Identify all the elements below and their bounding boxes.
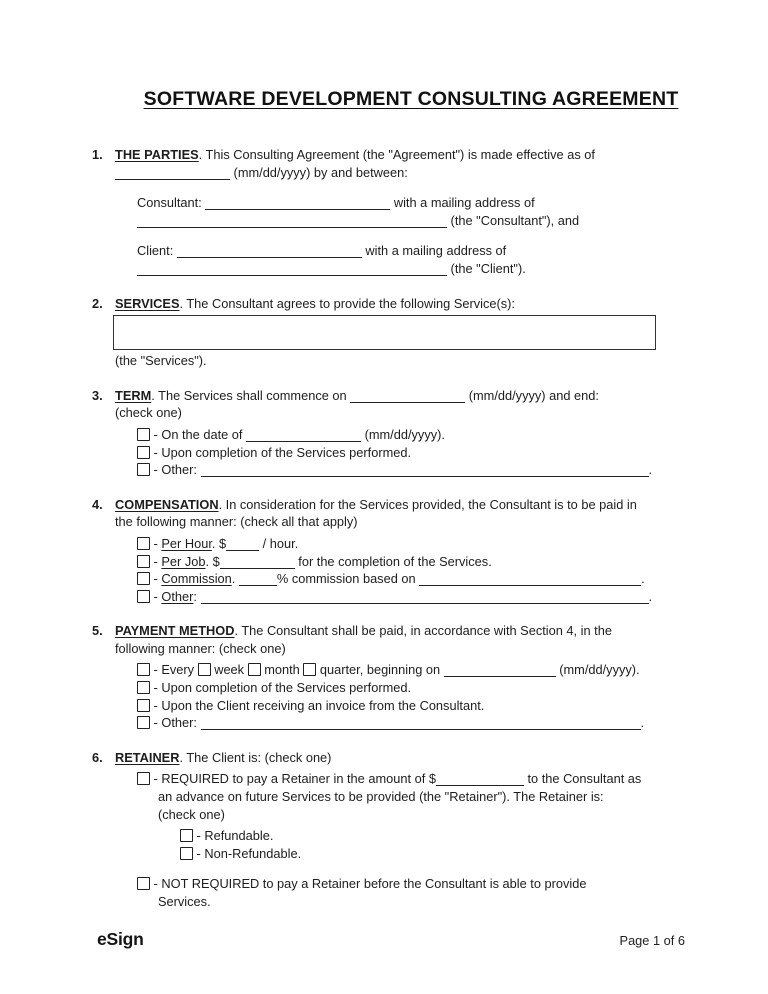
text-run: an advance on future Services to be provided (the "Retainer"). The Retainer is: [158,789,604,805]
checkbox[interactable] [137,537,150,550]
section-number: 2. [92,295,103,311]
esign-logo: eSign [97,929,144,949]
form-line [115,404,730,422]
form-line [115,352,730,370]
text-run: - [150,553,162,569]
text-run: . In consideration for the Services provided, the Consultant is to be paid in [218,496,637,512]
text-run: (mm/dd/yyyy). [555,662,640,678]
blank-field[interactable] [137,263,447,276]
text-run: - NOT REQUIRED to pay a Retainer before the Consultant is able to provide [150,876,587,892]
form-line [137,444,730,462]
form-line [115,496,730,514]
text-run: - [150,571,162,587]
form-line [137,461,730,479]
form-line [137,535,730,553]
text-run: . The Services shall commence on [151,387,351,403]
text-run: month [260,662,304,678]
blank-field[interactable] [436,773,524,786]
form-line [137,242,730,260]
text-run: Consultant: [137,195,206,211]
checkbox[interactable] [137,663,150,676]
form-line [137,697,730,715]
form-line [137,570,730,588]
form-line [115,622,730,640]
blank-field[interactable] [226,538,259,551]
text-run: - Upon completion of the Services performed. [150,680,412,696]
text-run: - Every [150,662,198,678]
text-run: week [210,662,248,678]
checkbox[interactable] [137,572,150,585]
text-run: . [648,462,653,478]
form-line [137,553,730,571]
text-run: - REQUIRED to pay a Retainer in the amount of $ [150,771,436,787]
form-line [137,194,730,212]
form-line [137,588,730,606]
form-line [137,260,730,278]
text-run: . [231,571,239,587]
blank-field[interactable] [444,664,556,677]
section-heading: THE PARTIES [115,147,199,162]
form-line [137,714,730,732]
text-run: . [641,571,645,587]
page-footer [0,929,768,950]
section-heading: RETAINER [115,749,180,765]
text-run: . $ [211,535,227,551]
blank-field[interactable] [220,556,295,569]
section-heading: COMPENSATION [115,496,219,512]
text-run: . The Consultant agrees to provide the following Service(s): [179,295,515,311]
text-run: - [150,535,162,551]
checkbox[interactable] [137,772,150,785]
text-run: : [193,588,201,604]
text-run: the following manner: (check all that apply) [115,514,358,530]
underlined-label: Commission [161,571,232,587]
section-number: 6. [92,749,103,765]
text-run: - [150,588,162,604]
form-line [115,146,730,164]
sections-container [92,146,730,911]
form-line [137,212,730,230]
text-run: (mm/dd/yyyy) and end: [465,387,599,403]
text-run: % commission based on [276,571,420,587]
section-body [115,622,730,732]
form-line [137,426,730,444]
section-number: 5. [92,623,103,639]
text-run: following manner: (check one) [115,640,286,656]
blank-field[interactable] [177,245,362,258]
checkbox[interactable] [180,847,193,860]
text-run: (the "Consultant"), and [447,212,580,228]
blank-field[interactable] [246,429,361,442]
form-line [115,513,730,531]
text-run: (mm/dd/yyyy). [361,426,445,442]
page-title: SOFTWARE DEVELOPMENT CONSULTING AGREEMENT [143,88,679,110]
blank-field[interactable] [137,215,447,228]
section-2 [92,295,730,370]
section-number: 1. [92,147,103,162]
form-line [137,661,730,679]
text-run: . [640,715,645,731]
text-run: . [648,588,653,604]
section-body [115,496,730,606]
text-run: with a mailing address of [390,195,535,211]
text-run: - Upon completion of the Services performed. [150,444,412,460]
text-run: - Other: [150,462,201,478]
underlined-label: Per Hour [161,535,212,551]
section-body [115,387,730,479]
underlined-label: Other [161,588,194,604]
blank-field[interactable] [115,167,230,180]
form-line [137,770,730,788]
form-line [158,806,730,824]
blank-field[interactable] [201,717,641,730]
text-run: - On the date of [150,426,247,442]
text-run: for the completion of the Services. [294,553,492,569]
section-heading: PAYMENT METHOD [115,623,235,639]
text-run: Services. [158,894,211,909]
text-run: to the Consultant as [523,771,642,787]
form-line [137,679,730,697]
checkbox[interactable] [137,555,150,568]
text-run: (mm/dd/yyyy) by and between: [230,164,408,180]
blank-field[interactable] [350,390,465,403]
text-run: quarter, beginning on [316,662,444,678]
section-body [115,295,730,370]
checkbox[interactable] [180,829,193,842]
blank-field[interactable] [239,573,277,586]
section-body [115,146,730,278]
text-run: . This Consulting Agreement (the "Agreement") is made effective as of [198,147,595,162]
services-input-box[interactable] [113,315,656,350]
form-line [115,640,730,658]
form-line [137,875,730,893]
text-run: . $ [205,553,220,569]
checkbox[interactable] [137,463,150,476]
page-number: Page 1 of 6 [619,933,685,948]
checkbox[interactable] [248,663,261,676]
text-run: (the "Services"). [115,353,207,369]
checkbox[interactable] [198,663,211,676]
text-run: Client: [137,243,177,259]
text-run: - Refundable. [193,828,274,844]
section-number: 4. [92,496,103,512]
text-run: (check one) [115,405,182,421]
checkbox[interactable] [137,428,150,441]
checkbox[interactable] [303,663,316,676]
blank-field[interactable] [419,573,641,586]
section-heading: SERVICES [115,295,180,311]
checkbox[interactable] [137,590,150,603]
section-4 [92,496,730,606]
form-line [158,893,730,911]
form-line [115,387,730,405]
text-run: with a mailing address of [361,243,507,259]
text-run: . The Client is: (check one) [179,749,332,765]
section-3 [92,387,730,479]
underlined-label: Per Job [161,553,206,569]
section-body [115,749,730,911]
text-run: - Upon the Client receiving an invoice from the Consultant. [150,697,485,713]
section-5 [92,622,730,732]
form-line [180,827,730,845]
blank-field[interactable] [201,591,649,604]
checkbox[interactable] [137,699,150,712]
section-heading: TERM [115,387,152,403]
checkbox[interactable] [137,446,150,459]
text-run: - Non-Refundable. [193,845,302,861]
checkbox[interactable] [137,681,150,694]
form-line [115,295,730,313]
section-1 [92,146,730,278]
text-run: - Other: [150,715,201,731]
form-line [115,749,730,767]
checkbox[interactable] [137,716,150,729]
text-run: . The Consultant shall be paid, in accordance with Section 4, in the [234,623,612,639]
section-6 [92,749,730,911]
form-line [158,788,730,806]
blank-field[interactable] [201,464,649,477]
form-line [180,845,730,863]
text-run: / hour. [259,535,299,551]
text-run: (the "Client"). [447,260,526,276]
form-line [115,164,730,182]
text-run: (check one) [158,806,225,822]
checkbox[interactable] [137,877,150,890]
blank-field[interactable] [205,197,390,210]
section-number: 3. [92,387,103,403]
